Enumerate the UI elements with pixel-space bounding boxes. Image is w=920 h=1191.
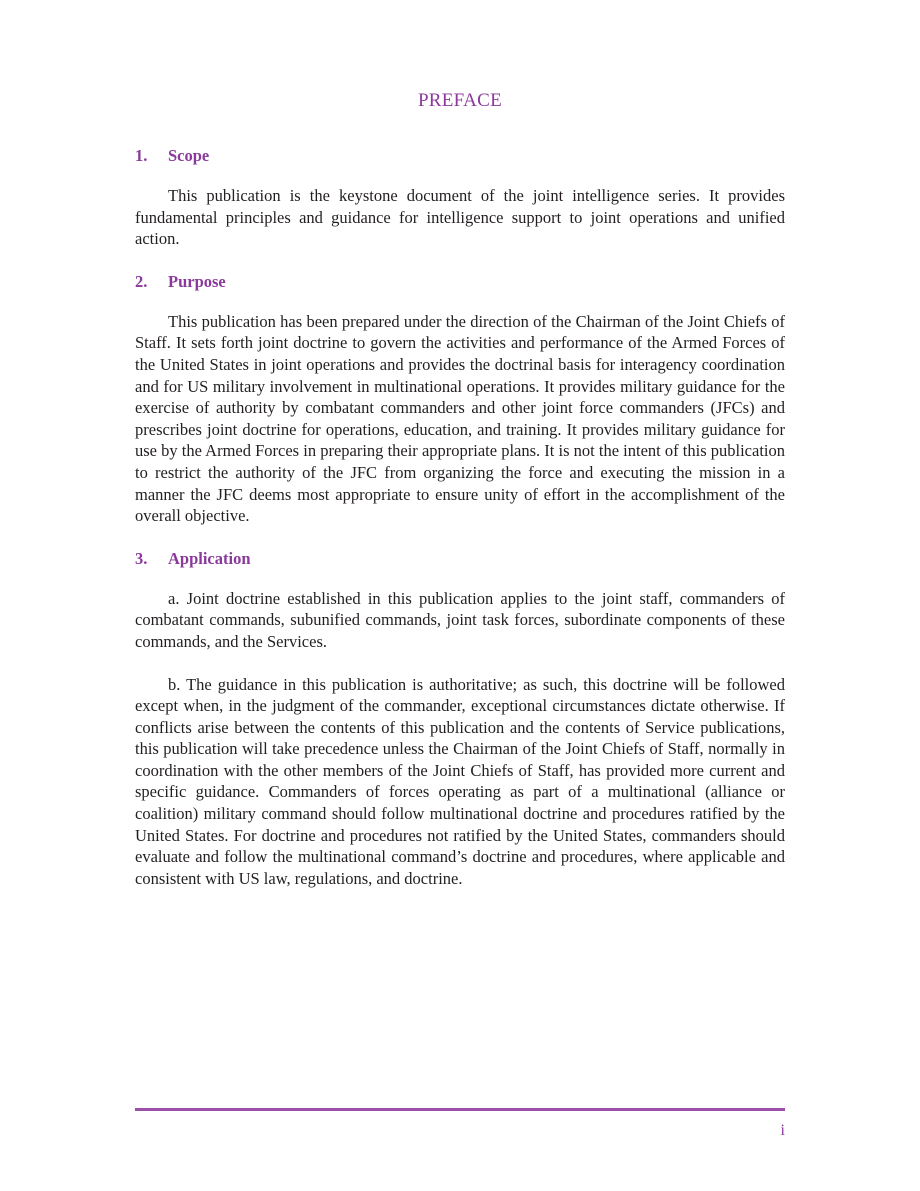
page-title: PREFACE xyxy=(417,90,503,111)
section-title: Scope xyxy=(168,146,210,165)
document-body xyxy=(135,145,785,910)
section-purpose xyxy=(135,271,785,527)
section-number: 2. xyxy=(135,271,148,291)
section-scope xyxy=(135,145,785,250)
footer-divider xyxy=(135,1108,785,1111)
section-title: Purpose xyxy=(168,271,226,291)
section-heading xyxy=(135,271,785,293)
section-title: Application xyxy=(168,548,251,568)
paragraph: This publication has been prepared under the direction of the Chairman of the Joint Chiefs of Staff. It sets forth joint doctrine to govern the activities and performance of the Armed Forces of the United States in joint operations and provides the doctrinal basis for interagency coordination and for US military involvement in multinational operations. It provides military guidance for the exercise of authority by combatant commanders and other joint force commanders (JFCs) and prescribes joint doctrine for operations, education, and training. It provides military guidance for use by the Armed Forces in preparing their appropriate plans. It is not the intent of this publication to restrict the authority of the JFC from organizing the force and executing the mission in a manner the JFC deems most appropriate to ensure unity of effort in the accomplishment of the overall objective. xyxy=(135,311,785,526)
section-number: 3. xyxy=(135,548,148,568)
paragraph: a. Joint doctrine established in this publication applies to the joint staff, commanders of combatant commands, subunified commands, joint task forces, subordinate components of these commands, and the Services. xyxy=(135,588,785,651)
section-number: 1. xyxy=(135,146,148,165)
paragraph: This publication is the keystone document of the joint intelligence series. It provides fundamental principles and guidance for intelligence support to joint operations and unified action. xyxy=(135,186,785,249)
section-heading xyxy=(135,548,785,570)
section-heading xyxy=(135,145,785,167)
page-number: i xyxy=(780,1122,785,1139)
paragraph: b. The guidance in this publication is authoritative; as such, this doctrine will be followed except when, in the judgment of the commander, exceptional circumstances dictate otherwise. If conflicts arise between the contents of this publication and the contents of Service publications, this publication will take precedence unless the Chairman of the Joint Chiefs of Staff, normally in coordination with the other members of the Joint Chiefs of Staff, has provided more current and specific guidance. Commanders of forces operating as part of a multinational (alliance or coalition) military command should follow multinational doctrine and procedures ratified by the United States. For doctrine and procedures not ratified by the United States, commanders should evaluate and follow the multinational command’s doctrine and procedures, where applicable and consistent with US law, regulations, and doctrine. xyxy=(135,674,785,888)
section-application xyxy=(135,548,785,890)
